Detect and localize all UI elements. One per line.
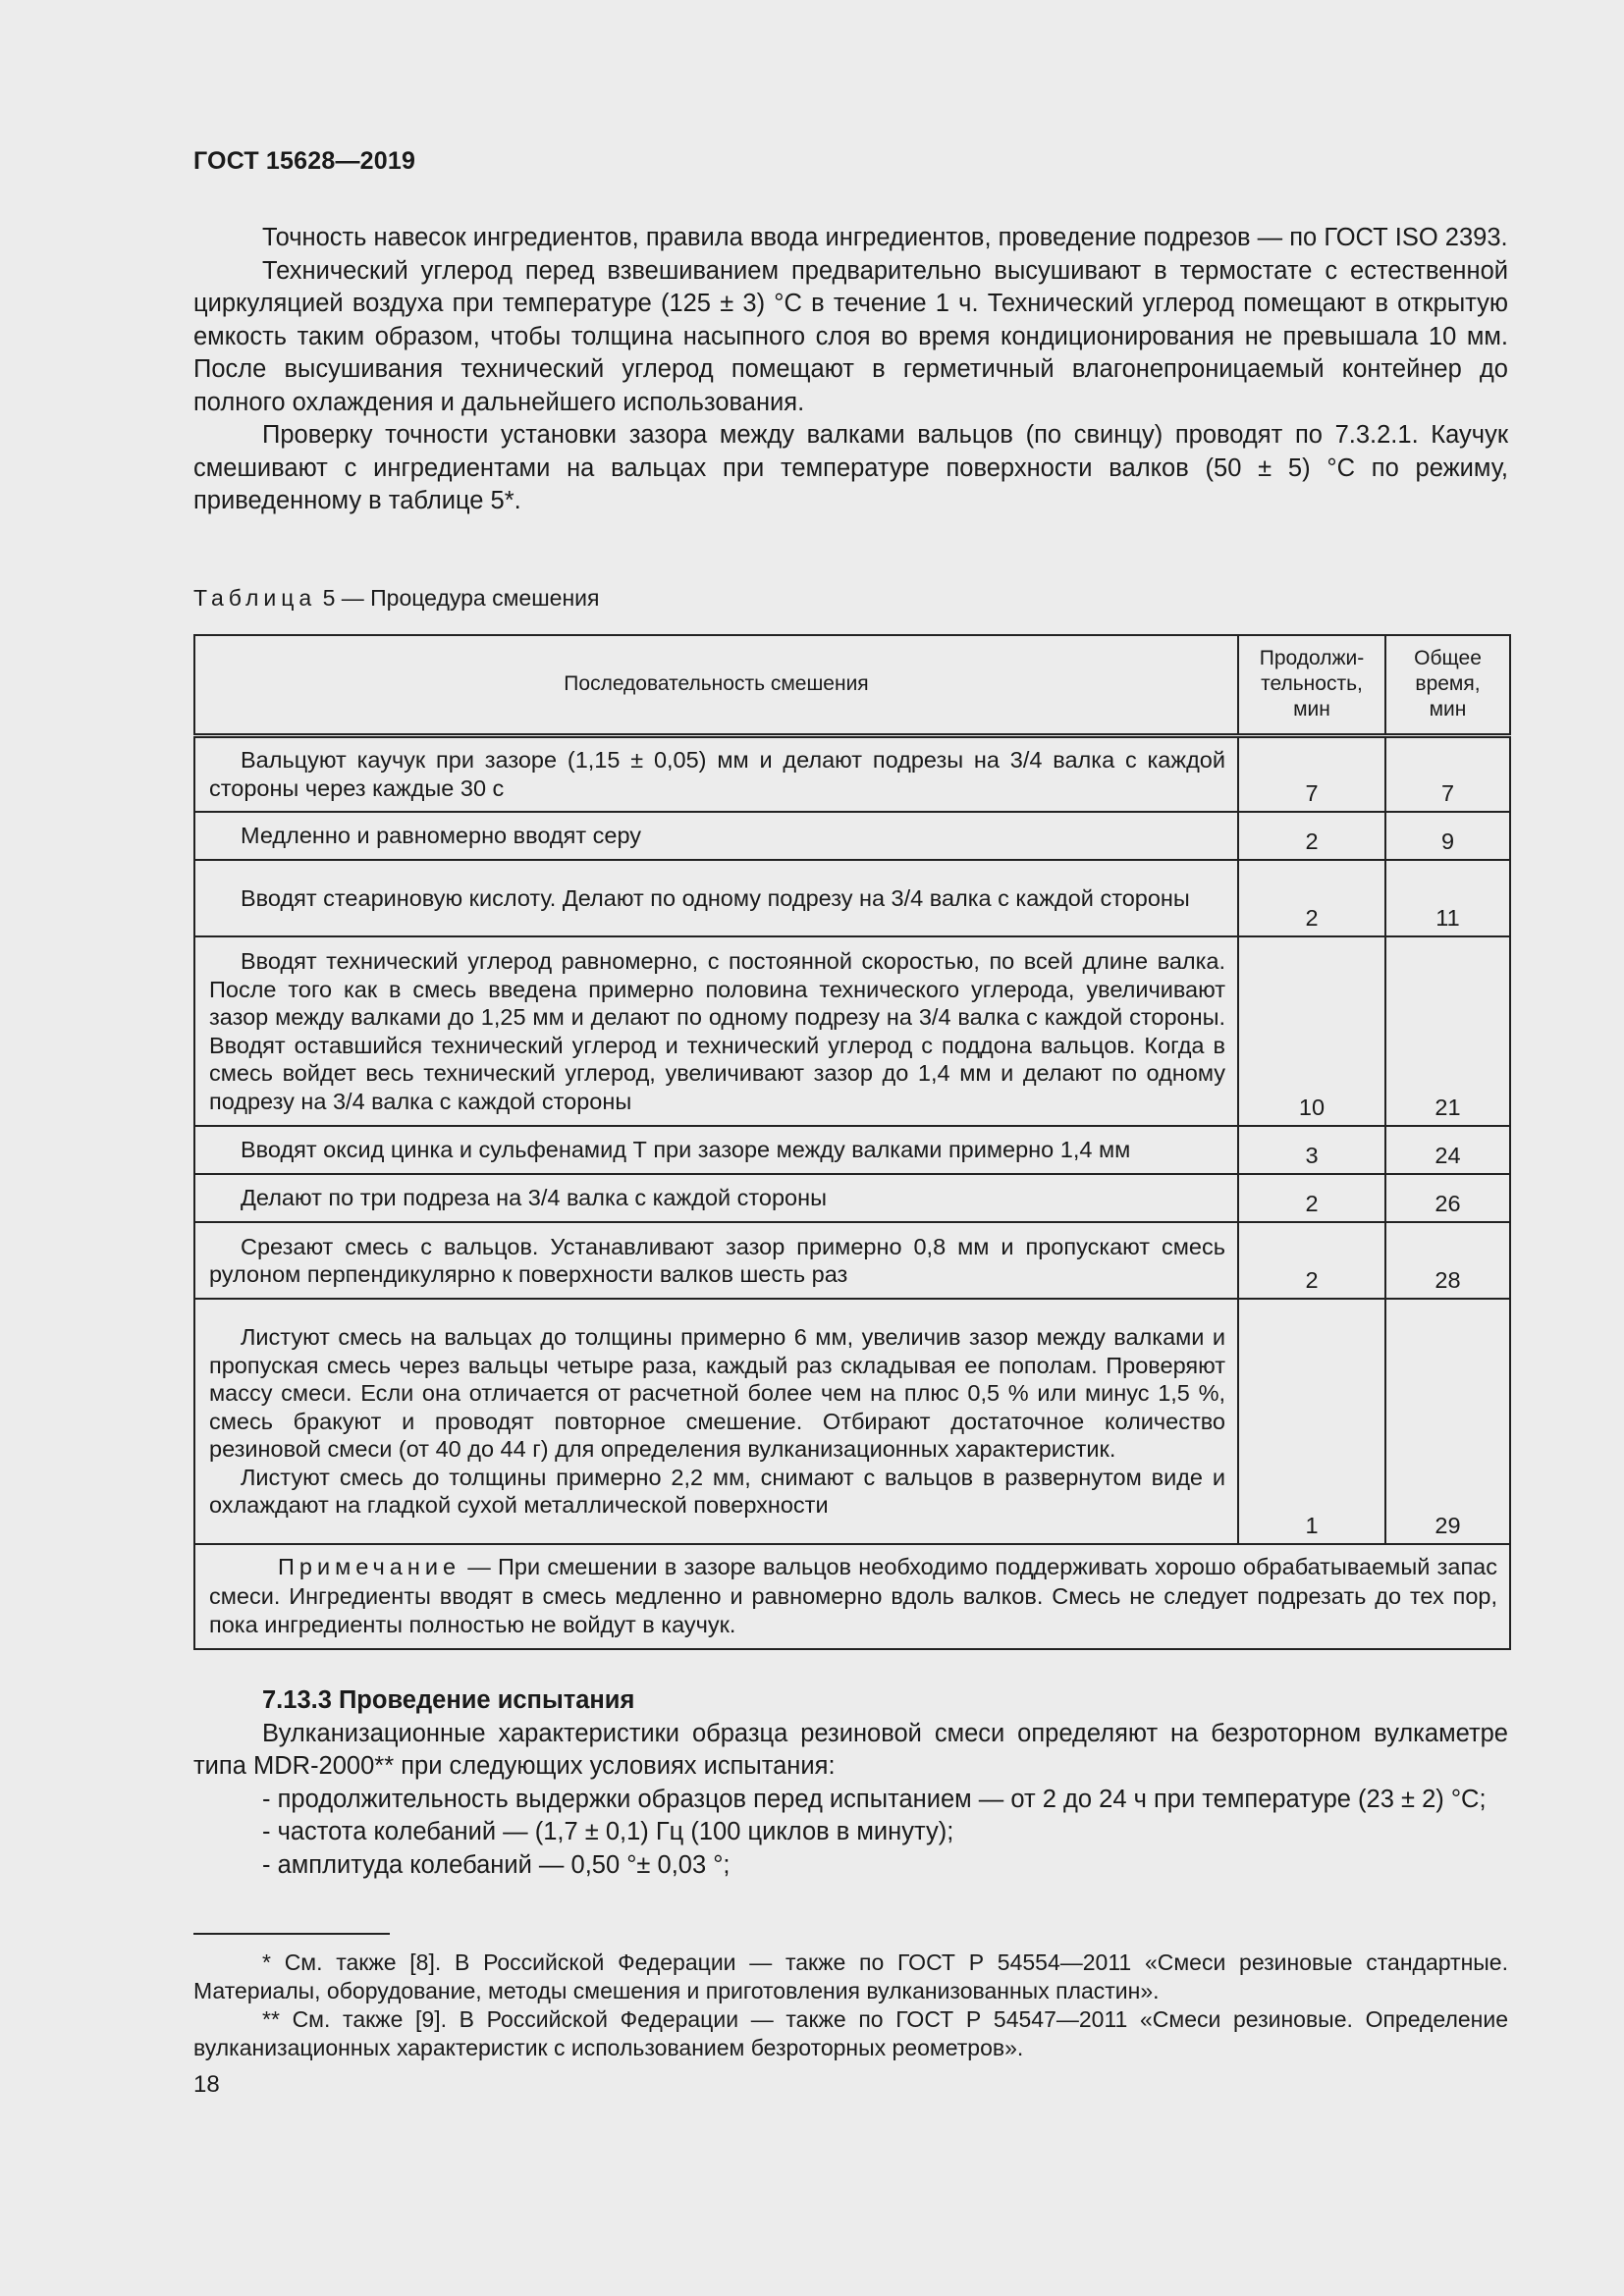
step-description — [194, 1174, 1238, 1222]
step-duration: 3 — [1238, 1126, 1385, 1174]
footnotes — [193, 1949, 1508, 2062]
footnote-divider — [193, 1933, 390, 1935]
table-row — [194, 936, 1510, 1126]
intro-text — [193, 222, 1508, 518]
table-note-row — [194, 1544, 1510, 1649]
table-row — [194, 1299, 1510, 1544]
footnote-2: ** См. также [9]. В Российской Федерации — также по ГОСТ Р 54547—2011 «Смеси резиновые. Определение вулканизационных характеристик с использованием безроторных реометров». — [193, 2006, 1508, 2060]
condition-item-1: - продолжительность выдержки образцов перед испытанием — от 2 до 24 ч при температуре (23 ± 2) °С; — [262, 1785, 1487, 1813]
step-text: Медленно и равномерно вводят серу — [241, 823, 642, 849]
step-total: 29 — [1385, 1299, 1510, 1544]
table-row — [194, 1126, 1510, 1174]
step-description — [194, 936, 1238, 1126]
step-total: 26 — [1385, 1174, 1510, 1222]
table-note — [194, 1544, 1510, 1649]
step-description — [194, 735, 1238, 812]
section-paragraph-1: Вулканизационные характеристики образца резиновой смеси определяют на безроторном вулкаметре типа MDR-2000** при следующих условиях испытания: — [193, 1719, 1508, 1780]
section-heading: 7.13.3 Проведение испытания — [262, 1686, 635, 1714]
step-text: Вводят оксид цинка и сульфенамид Т при зазоре между валками примерно 1,4 мм — [241, 1137, 1131, 1163]
step-total: 11 — [1385, 860, 1510, 936]
step-duration: 2 — [1238, 860, 1385, 936]
step-description — [194, 812, 1238, 860]
table-row — [194, 1222, 1510, 1299]
step-total: 21 — [1385, 936, 1510, 1126]
intro-paragraph-3: Проверку точности установки зазора между валками вальцов (по свинцу) проводят по 7.3.2.1. Каучук смешивают с ингредиентами на вальцах при температуре поверхности валков (50 ± 5) °С по режиму, приведенному в таблице 5*. — [193, 421, 1508, 514]
step-duration: 2 — [1238, 1222, 1385, 1299]
step-duration: 1 — [1238, 1299, 1385, 1544]
table-header-row — [194, 635, 1510, 735]
header-duration: Продолжи-тельность, мин — [1238, 635, 1385, 735]
step-text: Срезают смесь с вальцов. Устанавливают зазор примерно 0,8 мм и пропускают смесь рулоном перпендикулярно к поверхности валков шесть раз — [209, 1233, 1225, 1287]
page-number: 18 — [193, 2071, 220, 2098]
step-description — [194, 860, 1238, 936]
step-total: 28 — [1385, 1222, 1510, 1299]
document-header: ГОСТ 15628—2019 — [193, 147, 416, 175]
step-text: Вводят технический углерод равномерно, с постоянной скоростью, по всей длине валка. После того как в смесь введена примерно половина технического углерода, увеличивают зазор между валками до 1,25 мм и делают по одному подрезу на 3/4 валка с каждой стороны. Вводят оставшийся технический углерод и технический углерод с поддона вальцов. Когда в смесь войдет весь технический углерод, увеличивают зазор до 1,4 мм и делают по одному подрезу на 3/4 валка с каждой стороны — [209, 948, 1225, 1114]
condition-item-2: - частота колебаний — (1,7 ± 0,1) Гц (100 циклов в минуту); — [262, 1818, 954, 1845]
step-duration: 7 — [1238, 735, 1385, 812]
step-text: Делают по три подреза на 3/4 валка с каждой стороны — [241, 1185, 827, 1211]
step-description — [194, 1222, 1238, 1299]
section-7-13-3 — [193, 1684, 1508, 1882]
note-text: — При смешении в зазоре вальцов необходимо поддерживать хорошо обрабатываемый запас смеси. Ингредиенты вводят в смесь медленно и равномерно вдоль валков. Смесь не следует подрезать до тех пор, пока ингредиенты полностью не войдут в каучук. — [209, 1554, 1497, 1637]
table-caption-label: Таблица — [193, 585, 317, 611]
intro-paragraph-1: Точность навесок ингредиентов, правила ввода ингредиентов, проведение подрезов — по ГОСТ ISO 2393. — [262, 224, 1508, 251]
header-total: Общее время, мин — [1385, 635, 1510, 735]
step-text: Вводят стеариновую кислоту. Делают по одному подрезу на 3/4 валка с каждой стороны — [241, 884, 1190, 911]
note-label: Примечание — [278, 1554, 461, 1579]
step-total: 9 — [1385, 812, 1510, 860]
intro-paragraph-2: Технический углерод перед взвешиванием предварительно высушивают в термостате с естественной циркуляцией воздуха при температуре (125 ± 3) °С в течение 1 ч. Технический углерод помещают в открытую емкость таким образом, чтобы толщина насыпного слоя во время кондиционирования не превышала 10 мм. После высушивания технический углерод помещают в герметичный влагонепроницаемый контейнер до полного охлаждения и дальнейшего использования. — [193, 256, 1508, 416]
step-text: Вальцуют каучук при зазоре (1,15 ± 0,05) мм и делают подрезы на 3/4 валка с каждой стороны через каждые 30 с — [209, 747, 1225, 801]
step-duration: 2 — [1238, 812, 1385, 860]
table-caption — [193, 585, 599, 612]
table-row — [194, 860, 1510, 936]
step-text: Листуют смесь до толщины примерно 2,2 мм, снимают с вальцов в развернутом виде и охлаждают на гладкой сухой металлической поверхности — [209, 1464, 1225, 1519]
table-row — [194, 1174, 1510, 1222]
step-total: 24 — [1385, 1126, 1510, 1174]
step-duration: 2 — [1238, 1174, 1385, 1222]
condition-item-3: - амплитуда колебаний — 0,50 °± 0,03 °; — [262, 1850, 731, 1879]
step-text: Листуют смесь на вальцах до толщины примерно 6 мм, увеличив зазор между валками и пропуская смесь через вальцы четыре раза, каждый раз складывая ее пополам. Проверяют массу смеси. Если она отличается от расчетной более чем на плюс 0,5 % или минус 1,5 %, смесь бракуют и проводят повторное смешение. Отбирают достаточное количество резиновой смеси (от 40 до 44 г) для определения вулканизационных характеристик. — [209, 1324, 1225, 1463]
table-caption-title: 5 — Процедура смешения — [316, 585, 600, 611]
header-sequence: Последовательность смешения — [194, 635, 1238, 735]
footnote-1: * См. также [8]. В Российской Федерации — также по ГОСТ Р 54554—2011 «Смеси резиновые стандартные. Материалы, оборудование, методы смешения и приготовления вулканизованных пластин». — [193, 1949, 1508, 2003]
table-row — [194, 735, 1510, 812]
mixing-procedure-table — [193, 634, 1511, 1650]
table-row — [194, 812, 1510, 860]
step-total: 7 — [1385, 735, 1510, 812]
step-description — [194, 1126, 1238, 1174]
step-duration: 10 — [1238, 936, 1385, 1126]
step-description — [194, 1299, 1238, 1544]
